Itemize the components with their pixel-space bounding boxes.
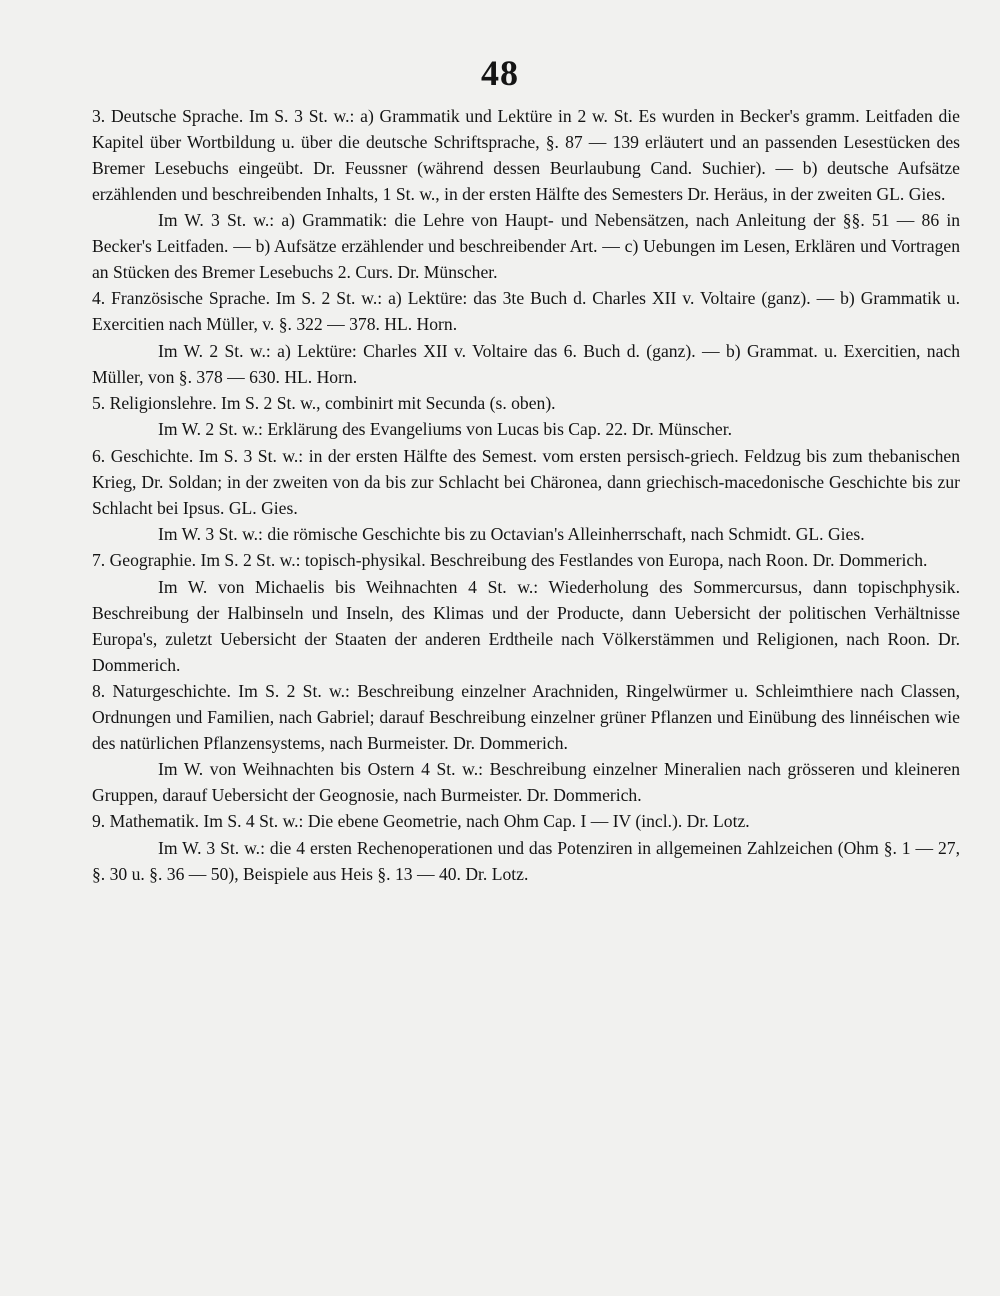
paragraph-geographie-winter: Im W. von Michaelis bis Weihnachten 4 St. w.: Wiederholung des Sommercursus, dann topischphysik. Beschreibung der Halbinseln und Inseln, des Klimas und der Producte, dann Uebersicht der politischen Verhältnisse Europa's, zuletzt Uebersicht der Staaten der anderen Erdtheile nach Völkerstämmen und Religionen, nach Roon. Dr. Dommerich.	[92, 576, 960, 675]
paragraph-franzoesische-sprache-winter: Im W. 2 St. w.: a) Lektüre: Charles XII v. Voltaire das 6. Buch d. (ganz). — b) Grammat. u. Exercitien, nach Müller, von §. 378 — 630. HL. Horn.	[92, 340, 960, 387]
paragraph-naturgeschichte-winter: Im W. von Weihnachten bis Ostern 4 St. w.: Beschreibung einzelner Mineralien nach grösseren und kleineren Gruppen, darauf Uebersicht der Geognosie, nach Burmeister. Dr. Dommerich.	[92, 759, 960, 806]
section-franzoesische-sprache: 4. Französische Sprache. Im S. 2 St. w.: a) Lektüre: das 3te Buch d. Charles XII v. Voltaire (ganz). — b) Grammatik u. Exercitien nach Müller, v. §. 322 — 378. HL. Horn.	[92, 288, 960, 335]
section-geschichte: 6. Geschichte. Im S. 3 St. w.: in der ersten Hälfte des Semest. vom ersten persisch-griech. Feldzug bis zum thebanischen Krieg, Dr. Soldan; in der zweiten von da bis zur Schlacht bei Chäronea, dann griechisch-macedonische Geschichte bis zur Schlacht bei Ipsus. GL. Gies.	[92, 445, 960, 518]
paragraph-geschichte-winter: Im W. 3 St. w.: die römische Geschichte bis zu Octavian's Alleinherrschaft, nach Schmidt. GL. Gies.	[158, 524, 865, 544]
section-mathematik: 9. Mathematik. Im S. 4 St. w.: Die ebene Geometrie, nach Ohm Cap. I — IV (incl.). Dr. Lotz.	[92, 811, 750, 832]
paragraph-religionslehre-winter: Im W. 2 St. w.: Erklärung des Evangeliums von Lucas bis Cap. 22. Dr. Münscher.	[158, 419, 733, 440]
section-geographie: 7. Geographie. Im S. 2 St. w.: topisch-physikal. Beschreibung des Festlandes von Europa, nach Roon. Dr. Dommerich.	[92, 550, 928, 571]
section-deutsche-sprache: 3. Deutsche Sprache. Im S. 3 St. w.: a) Grammatik und Lektüre in 2 w. St. Es wurden in Becker's gramm. Leitfaden die Kapitel über Wortbildung u. über die deutsche Schriftsprache, §. 87 — 139 erläutert und an passenden Lesestücken des Bremer Lesebuchs eingeübt. Dr. Feussner (während dessen Beurlaubung Cand. Suchier). — b) deutsche Aufsätze erzählenden und beschreibenden Inhalts, 1 St. w., in der ersten Hälfte des Semesters Dr. Heräus, in der zweiten GL. Gies.	[92, 106, 960, 204]
page-number: 48	[481, 53, 519, 93]
paragraph-mathematik-winter: Im W. 3 St. w.: die 4 ersten Rechenoperationen und das Potenziren in allgemeinen Zahlzeichen (Ohm §. 1 — 27, §. 30 u. §. 36 — 50), Beispiele aus Heis §. 13 — 40. Dr. Lotz.	[92, 837, 960, 884]
section-religionslehre: 5. Religionslehre. Im S. 2 St. w., combinirt mit Secunda (s. oben).	[92, 392, 556, 413]
body-text	[92, 104, 960, 888]
section-naturgeschichte: 8. Naturgeschichte. Im S. 2 St. w.: Beschreibung einzelner Arachniden, Ringelwürmer u. Schleimthiere nach Classen, Ordnungen und Familien, nach Gabriel; darauf Beschreibung einzelner grüner Pflanzen und Einübung des linnéischen wie des natürlichen Pflanzensystems, nach Burmeister. Dr. Dommerich.	[92, 680, 960, 753]
paragraph-deutsche-sprache-winter: Im W. 3 St. w.: a) Grammatik: die Lehre von Haupt- und Nebensätzen, nach Anleitung der §§. 51 — 86 in Becker's Leitfaden. — b) Aufsätze erzählender und beschreibender Art. — c) Uebungen im Lesen, Erklären und Vortragen an Stücken des Bremer Lesebuchs 2. Curs. Dr. Münscher.	[92, 210, 960, 282]
